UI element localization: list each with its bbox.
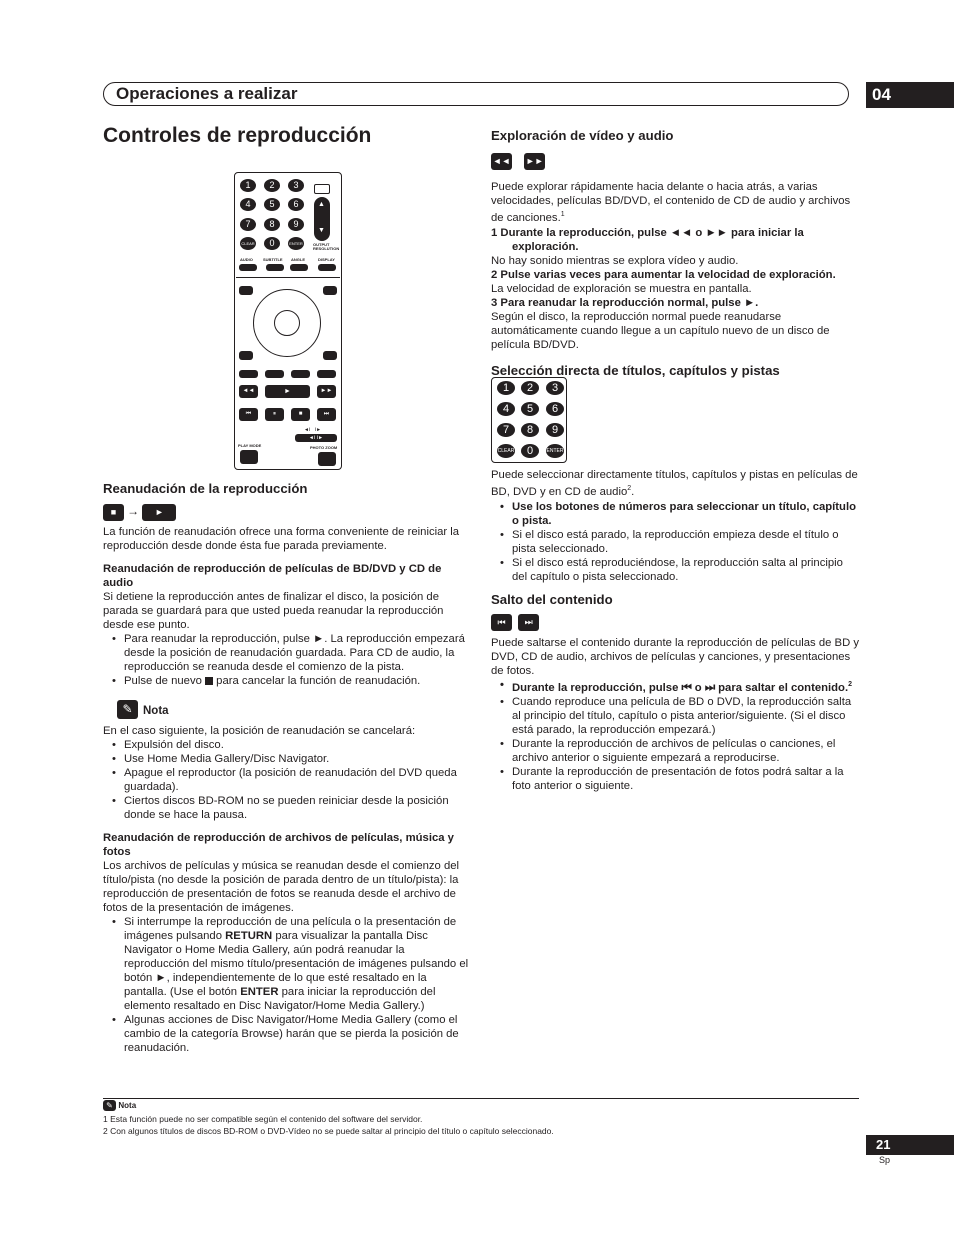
page-number: 21	[866, 1135, 954, 1155]
footnote-ref: 2	[848, 680, 852, 688]
enter-key-label: ENTER	[240, 986, 279, 998]
scan-step-2-note: La velocidad de exploración se muestra en pantalla.	[491, 282, 752, 295]
remote-photozoom-label: PHOTO ZOOM	[310, 445, 338, 450]
remote-key-5: 5	[264, 198, 280, 211]
bd-paragraph: Si detiene la reproducción antes de finalizar el disco, la posición de parada se guardará para que usted pueda reanudar la reproducción desde ese punto.	[103, 591, 444, 631]
files-bullet: • Algunas acciones de Disc Navigator/Home Media Gallery (como el cambio de la categoría Browse) harán que se pierda la posición de reanudación.	[103, 1013, 471, 1055]
pencil-icon: ✎	[103, 1100, 116, 1111]
scan-step-1: 1 Durante la reproducción, pulse ◄◄ o ►► para iniciar la exploración.	[491, 226, 804, 253]
bd-bullet	[103, 674, 471, 688]
direct-paragraph: Puede seleccionar directamente títulos, capítulos y pistas en películas de BD, DVD y en CD de audio$^2$.	[491, 469, 858, 498]
skip-item: • Durante la reproducción de presentación de fotos podrá saltar a la foto anterior o siguiente.	[491, 765, 859, 793]
remote-color-button	[265, 370, 284, 378]
skip-item: • Durante la reproducción de archivos de películas o canciones, el archivo anterior o siguiente empezará a reproducirse.	[491, 737, 859, 765]
section-header	[103, 82, 849, 106]
numpad-key-4: 4	[497, 402, 515, 416]
play-icon: ►	[142, 504, 176, 521]
remote-next-icon: ⏭	[317, 408, 336, 421]
footnote-2: 2 Con algunos títulos de discos BD-ROM o DVD-Vídeo no se puede saltar al principio del título o capítulo seleccionado.	[103, 1126, 554, 1136]
remote-key-2: 2	[264, 179, 280, 192]
page-language: Sp	[879, 1155, 891, 1165]
scan-heading: Exploración de vídeo y audio	[491, 128, 674, 143]
remote-clear: CLEAR	[240, 237, 256, 250]
numpad-key-6: 6	[546, 402, 564, 416]
rewind-icon: ◄◄	[491, 153, 512, 170]
footnote-1: 1 Esta función puede no ser compatible según el contenido del software del servidor.	[103, 1114, 423, 1124]
remote-key-4: 4	[240, 198, 256, 211]
remote-pause-icon: ⏸	[265, 408, 284, 421]
numpad-key-9: 9	[546, 423, 564, 437]
remote-corner-button	[239, 286, 253, 295]
bd-bullet-text: para cancelar la función de reanudación.	[216, 675, 421, 687]
bd-bullet: • Para reanudar la reproducción, pulse ►. La reproducción empezará desde la posición de reanudación guardada. Para CD de audio, la reproducción se reanuda desde el comienzo de la pista.	[103, 632, 471, 674]
previous-icon: ⏮	[491, 614, 512, 631]
footnote-heading	[103, 1100, 136, 1113]
bd-bullet-text: Pulse de nuevo	[124, 675, 202, 687]
scan-paragraph-text: Puede explorar rápidamente hacia delante o hacia atrás, a varias velocidades, películas BD/DVD, el contenido de CD de audio y archivos de canciones.	[491, 181, 851, 224]
right-column-lower	[491, 468, 859, 793]
fast-forward-icon: ►►	[524, 153, 545, 170]
remote-illustration	[234, 172, 342, 470]
right-column	[491, 128, 859, 379]
remote-key-8: 8	[264, 218, 280, 231]
resume-keys	[103, 504, 471, 522]
remote-prev-icon: ⏮	[239, 408, 258, 421]
numpad-key-3: 3	[546, 381, 564, 395]
remote-small-button	[314, 184, 330, 194]
numpad-enter: ENTER	[546, 444, 564, 458]
remote-subtitle-button	[266, 264, 284, 271]
skip-instruction-text: Durante la reproducción, pulse ⏮ o ⏭ para saltar el contenido.	[512, 681, 849, 694]
remote-key-1: 1	[240, 179, 256, 192]
remote-key-6: 6	[288, 198, 304, 211]
skip-heading: Salto del contenido	[491, 591, 613, 607]
files-bullet-text: para visualizar la pantalla Disc Navigator o Home Media Gallery, aún podrá reanudar la reproducción del mismo título/presentación de imágenes pulsando el botón ►, independientemente de lo que esté resaltado en la pantalla. (Use el botón	[124, 930, 469, 998]
remote-stop-icon: ■	[291, 408, 310, 421]
remote-playmode-button	[240, 450, 258, 464]
footnote-rule	[103, 1098, 859, 1099]
next-icon: ⏭	[518, 614, 539, 631]
remote-corner-button	[239, 351, 253, 360]
files-bullet-text: Si interrumpe la reproducción de una película o la presentación de imágenes pulsando	[124, 916, 457, 942]
numpad-illustration	[491, 377, 567, 463]
section-title: Operaciones a realizar	[116, 84, 298, 103]
skip-instruction	[491, 678, 859, 695]
stop-square-icon	[205, 677, 213, 685]
footnote-label: Nota	[118, 1101, 137, 1110]
numpad-key-7: 7	[497, 423, 515, 437]
remote-corner-button	[323, 286, 337, 295]
numpad-key-1: 1	[497, 381, 515, 395]
note-label: Nota	[143, 705, 169, 717]
note-item: • Use Home Media Gallery/Disc Navigator.	[103, 752, 471, 766]
remote-subtitle-label: SUBTITLE	[263, 257, 283, 262]
remote-output-label: OUTPUT RESOLUTION	[313, 242, 340, 251]
resume-paragraph: La función de reanudación ofrece una forma conveniente de reiniciar la reproducción desde donde ésta fue parada previamente.	[103, 526, 460, 552]
remote-dpad	[253, 289, 321, 357]
remote-color-button	[291, 370, 310, 378]
files-bullet	[103, 915, 471, 1013]
bd-heading: Reanudación de reproducción de películas de BD/DVD y CD de audio	[103, 563, 442, 589]
remote-playmode-label: PLAY MODE	[238, 443, 262, 448]
scan-step-3-note: Según el disco, la reproducción normal puede reanudarse automáticamente cuando llegue a un capítulo nuevo de un disco de película BD/DVD.	[491, 310, 830, 351]
return-key-label: RETURN	[225, 930, 273, 942]
remote-step-icon: ◄Ⅰ Ⅰ►	[304, 427, 322, 433]
scan-step-1-note: No hay sonido mientras se explora vídeo y audio.	[491, 254, 739, 267]
remote-output-rocker: ▲ ▼	[314, 197, 330, 241]
arrow-right-icon: →	[127, 504, 140, 518]
remote-key-9: 9	[288, 218, 304, 231]
left-column	[103, 481, 471, 1055]
remote-divider	[236, 277, 340, 278]
note-item: • Ciertos discos BD-ROM no se pueden reiniciar desde la posición donde se hace la pausa.	[103, 794, 471, 822]
scan-paragraph	[491, 180, 859, 225]
skip-keys	[491, 614, 859, 632]
pencil-icon: ✎	[117, 700, 138, 719]
remote-step-button: ◄Ⅰ Ⅰ►	[295, 434, 337, 442]
files-heading: Reanudación de reproducción de archivos de películas, música y fotos	[103, 832, 454, 858]
remote-angle-label: ANGLE	[291, 257, 305, 262]
direct-item: • Si el disco está reproduciéndose, la reproducción salta al principio del capítulo o pista seleccionado.	[491, 556, 859, 584]
direct-paragraph-text: Puede seleccionar directamente títulos, capítulos y pistas en películas de BD, DVD y en CD de audio	[491, 469, 858, 498]
note-item: • Apague el reproductor (la posición de reanudación del DVD queda guardada).	[103, 766, 471, 794]
numpad-key-5: 5	[521, 402, 539, 416]
page-title: Controles de reproducción	[103, 124, 372, 147]
remote-dpad-center	[274, 310, 300, 336]
numpad-key-8: 8	[521, 423, 539, 437]
scan-keys	[491, 153, 859, 171]
remote-audio-label: AUDIO	[240, 257, 253, 262]
remote-corner-button	[323, 351, 337, 360]
remote-key-0: 0	[264, 237, 280, 250]
note-heading	[103, 700, 471, 722]
remote-audio-button	[239, 264, 257, 271]
skip-paragraph: Puede saltarse el contenido durante la reproducción de películas de BD y DVD, CD de audio, archivos de películas y canciones, y presentaciones de fotos.	[491, 636, 860, 677]
remote-key-3: 3	[288, 179, 304, 192]
scan-step-2: 2 Pulse varias veces para aumentar la velocidad de exploración.	[491, 268, 836, 281]
remote-rewind-icon: ◄◄	[239, 385, 258, 398]
remote-angle-button	[290, 264, 308, 271]
direct-item: • Si el disco está parado, la reproducción empieza desde el título o pista seleccionado.	[491, 528, 859, 556]
remote-forward-icon: ►►	[317, 385, 336, 398]
skip-item: • Cuando reproduce una película de BD o DVD, la reproducción salta al principio del título, capítulo o pista anterior/siguiente. (Si el disco está parado, la reproducción empezará.)	[491, 695, 859, 737]
stop-icon: ■	[103, 504, 124, 521]
chapter-tab: 04	[866, 82, 954, 108]
direct-instruction: • Use los botones de números para seleccionar un título, capítulo o pista.	[491, 500, 859, 528]
footnote-ref: 1	[560, 211, 565, 218]
footnote-ref: 2	[627, 485, 632, 492]
remote-enter: ENTER	[288, 237, 304, 250]
scan-step-3: 3 Para reanudar la reproducción normal, pulse ►.	[491, 296, 759, 309]
direct-heading: Selección directa de títulos, capítulos y pistas	[491, 362, 780, 378]
remote-display-label: DISPLAY	[318, 257, 335, 262]
resume-heading: Reanudación de la reproducción	[103, 481, 308, 496]
note-paragraph: En el caso siguiente, la posición de reanudación se cancelará:	[103, 725, 416, 737]
remote-color-button	[239, 370, 258, 378]
remote-play-icon: ►	[265, 385, 310, 398]
files-paragraph: Los archivos de películas y música se reanudan desde el comienzo del título/pista (no desde la posición de parada dentro de un título/pista): la reproducción de presentación de fotos se reanuda desde el archivo de fotos de la presentación de imágenes.	[103, 860, 460, 914]
remote-photozoom-button	[318, 452, 336, 466]
numpad-key-2: 2	[521, 381, 539, 395]
files-bullet-text: para iniciar la reproducción del elemento resaltado en Disc Navigator/Home Media Gallery.)	[124, 986, 436, 1012]
remote-display-button	[318, 264, 336, 271]
remote-color-button	[317, 370, 336, 378]
remote-key-7: 7	[240, 218, 256, 231]
numpad-key-0: 0	[521, 444, 539, 458]
note-item: • Expulsión del disco.	[103, 738, 471, 752]
numpad-clear: CLEAR	[497, 444, 515, 458]
